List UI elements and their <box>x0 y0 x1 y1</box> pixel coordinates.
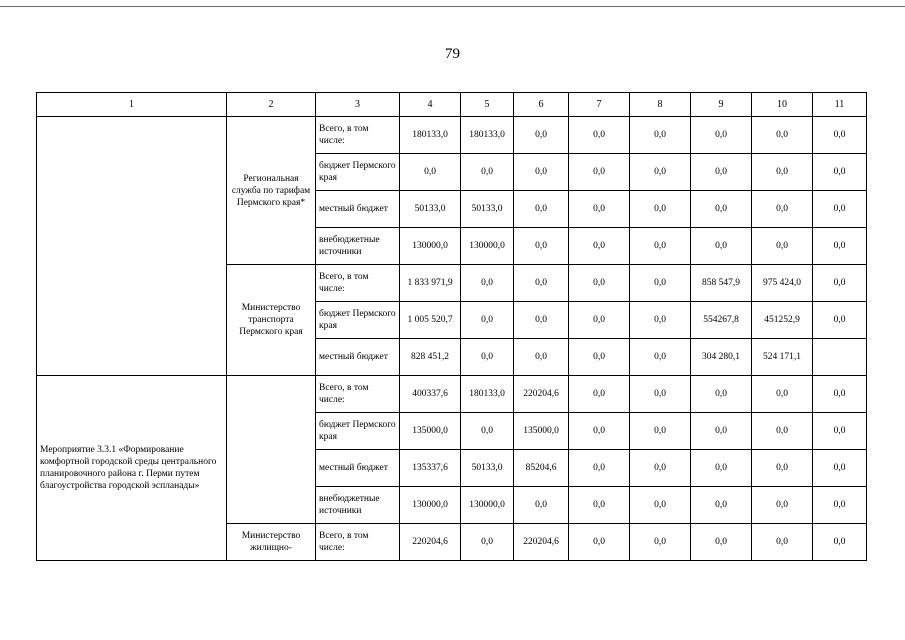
value-cell: 85204,6 <box>514 450 569 487</box>
value-cell: 180133,0 <box>461 376 514 413</box>
funding-source-cell: бюджет Пермского края <box>316 413 400 450</box>
value-cell: 0,0 <box>813 191 867 228</box>
table-body <box>37 93 867 561</box>
value-cell: 0,0 <box>813 117 867 154</box>
value-cell: 135000,0 <box>400 413 461 450</box>
funding-source-cell: бюджет Пермского края <box>316 154 400 191</box>
value-cell: 0,0 <box>630 376 691 413</box>
measure-cell <box>37 117 227 376</box>
value-cell: 0,0 <box>461 302 514 339</box>
funding-source-cell: Всего, в том числе: <box>316 117 400 154</box>
funding-source-cell: Всего, в том числе: <box>316 265 400 302</box>
value-cell: 0,0 <box>569 191 630 228</box>
funding-source-cell: внебюджетные источники <box>316 487 400 524</box>
value-cell: 0,0 <box>691 413 752 450</box>
value-cell: 0,0 <box>752 450 813 487</box>
value-cell: 0,0 <box>569 265 630 302</box>
value-cell: 0,0 <box>813 487 867 524</box>
value-cell: 0,0 <box>691 376 752 413</box>
value-cell: 130000,0 <box>461 228 514 265</box>
column-header: 7 <box>569 93 630 117</box>
value-cell: 0,0 <box>461 339 514 376</box>
value-cell: 0,0 <box>691 154 752 191</box>
funding-source-cell: местный бюджет <box>316 191 400 228</box>
value-cell: 0,0 <box>514 228 569 265</box>
value-cell: 0,0 <box>461 265 514 302</box>
value-cell: 1 005 520,7 <box>400 302 461 339</box>
funding-source-cell: местный бюджет <box>316 339 400 376</box>
value-cell: 0,0 <box>752 154 813 191</box>
value-cell: 0,0 <box>569 524 630 561</box>
value-cell: 1 833 971,9 <box>400 265 461 302</box>
value-cell: 130000,0 <box>461 487 514 524</box>
value-cell: 0,0 <box>400 154 461 191</box>
value-cell: 0,0 <box>514 191 569 228</box>
column-header: 1 <box>37 93 227 117</box>
value-cell: 0,0 <box>691 191 752 228</box>
value-cell: 180133,0 <box>461 117 514 154</box>
column-header: 6 <box>514 93 569 117</box>
value-cell: 0,0 <box>813 524 867 561</box>
value-cell: 0,0 <box>630 154 691 191</box>
value-cell: 0,0 <box>630 524 691 561</box>
value-cell: 0,0 <box>630 413 691 450</box>
column-header: 8 <box>630 93 691 117</box>
budget-table <box>36 92 867 561</box>
value-cell: 0,0 <box>691 524 752 561</box>
value-cell: 0,0 <box>514 339 569 376</box>
value-cell: 135000,0 <box>514 413 569 450</box>
value-cell <box>813 339 867 376</box>
value-cell: 220204,6 <box>514 524 569 561</box>
value-cell: 220204,6 <box>514 376 569 413</box>
funding-source-cell: внебюджетные источники <box>316 228 400 265</box>
value-cell: 130000,0 <box>400 228 461 265</box>
executor-cell: Министерство жилищно- <box>227 524 316 561</box>
value-cell: 0,0 <box>691 450 752 487</box>
value-cell: 0,0 <box>752 376 813 413</box>
value-cell: 50133,0 <box>400 191 461 228</box>
value-cell: 50133,0 <box>461 450 514 487</box>
value-cell: 0,0 <box>691 228 752 265</box>
value-cell: 451252,9 <box>752 302 813 339</box>
value-cell: 0,0 <box>514 487 569 524</box>
value-cell: 0,0 <box>461 524 514 561</box>
value-cell: 0,0 <box>569 339 630 376</box>
scan-edge-line <box>0 6 905 7</box>
funding-source-cell: местный бюджет <box>316 450 400 487</box>
column-header: 4 <box>400 93 461 117</box>
value-cell: 0,0 <box>630 265 691 302</box>
value-cell: 0,0 <box>813 154 867 191</box>
value-cell: 0,0 <box>569 450 630 487</box>
value-cell: 0,0 <box>752 524 813 561</box>
value-cell: 180133,0 <box>400 117 461 154</box>
value-cell: 0,0 <box>630 450 691 487</box>
value-cell: 0,0 <box>630 117 691 154</box>
value-cell: 0,0 <box>514 117 569 154</box>
value-cell: 135337,6 <box>400 450 461 487</box>
value-cell: 524 171,1 <box>752 339 813 376</box>
value-cell: 0,0 <box>514 154 569 191</box>
value-cell: 0,0 <box>752 413 813 450</box>
executor-cell <box>227 376 316 524</box>
funding-source-cell: бюджет Пермского края <box>316 302 400 339</box>
value-cell: 0,0 <box>630 191 691 228</box>
value-cell: 0,0 <box>569 413 630 450</box>
column-header: 10 <box>752 93 813 117</box>
value-cell: 0,0 <box>569 302 630 339</box>
table-row <box>37 376 867 413</box>
value-cell: 828 451,2 <box>400 339 461 376</box>
value-cell: 0,0 <box>813 376 867 413</box>
value-cell: 975 424,0 <box>752 265 813 302</box>
page-number: 79 <box>445 46 460 62</box>
value-cell: 220204,6 <box>400 524 461 561</box>
value-cell: 0,0 <box>630 302 691 339</box>
funding-source-cell: Всего, в том числе: <box>316 524 400 561</box>
value-cell: 304 280,1 <box>691 339 752 376</box>
column-header: 9 <box>691 93 752 117</box>
funding-source-cell: Всего, в том числе: <box>316 376 400 413</box>
value-cell: 0,0 <box>752 191 813 228</box>
value-cell: 50133,0 <box>461 191 514 228</box>
column-header: 3 <box>316 93 400 117</box>
column-header: 11 <box>813 93 867 117</box>
value-cell: 0,0 <box>569 154 630 191</box>
value-cell: 0,0 <box>752 228 813 265</box>
value-cell: 0,0 <box>514 302 569 339</box>
value-cell: 0,0 <box>813 228 867 265</box>
value-cell: 0,0 <box>813 413 867 450</box>
measure-cell: Мероприятие 3.3.1 «Формирование комфортной городской среды центрального планировочного района г. Перми путем благоустройства городской эспланады» <box>37 376 227 561</box>
executor-cell: Региональная служба по тарифам Пермского края* <box>227 117 316 265</box>
value-cell: 0,0 <box>752 487 813 524</box>
column-header: 2 <box>227 93 316 117</box>
value-cell: 554267,8 <box>691 302 752 339</box>
value-cell: 0,0 <box>569 376 630 413</box>
value-cell: 0,0 <box>691 487 752 524</box>
value-cell: 130000,0 <box>400 487 461 524</box>
value-cell: 0,0 <box>691 117 752 154</box>
header-row <box>37 93 867 117</box>
value-cell: 0,0 <box>569 487 630 524</box>
value-cell: 400337,6 <box>400 376 461 413</box>
column-header: 5 <box>461 93 514 117</box>
value-cell: 0,0 <box>630 487 691 524</box>
value-cell: 0,0 <box>630 228 691 265</box>
value-cell: 0,0 <box>813 302 867 339</box>
value-cell: 0,0 <box>813 265 867 302</box>
value-cell: 0,0 <box>630 339 691 376</box>
value-cell: 0,0 <box>752 117 813 154</box>
value-cell: 0,0 <box>569 228 630 265</box>
value-cell: 858 547,9 <box>691 265 752 302</box>
value-cell: 0,0 <box>569 117 630 154</box>
value-cell: 0,0 <box>514 265 569 302</box>
value-cell: 0,0 <box>461 154 514 191</box>
table-row <box>37 117 867 154</box>
value-cell: 0,0 <box>813 450 867 487</box>
executor-cell: Министерство транспорта Пермского края <box>227 265 316 376</box>
value-cell: 0,0 <box>461 413 514 450</box>
